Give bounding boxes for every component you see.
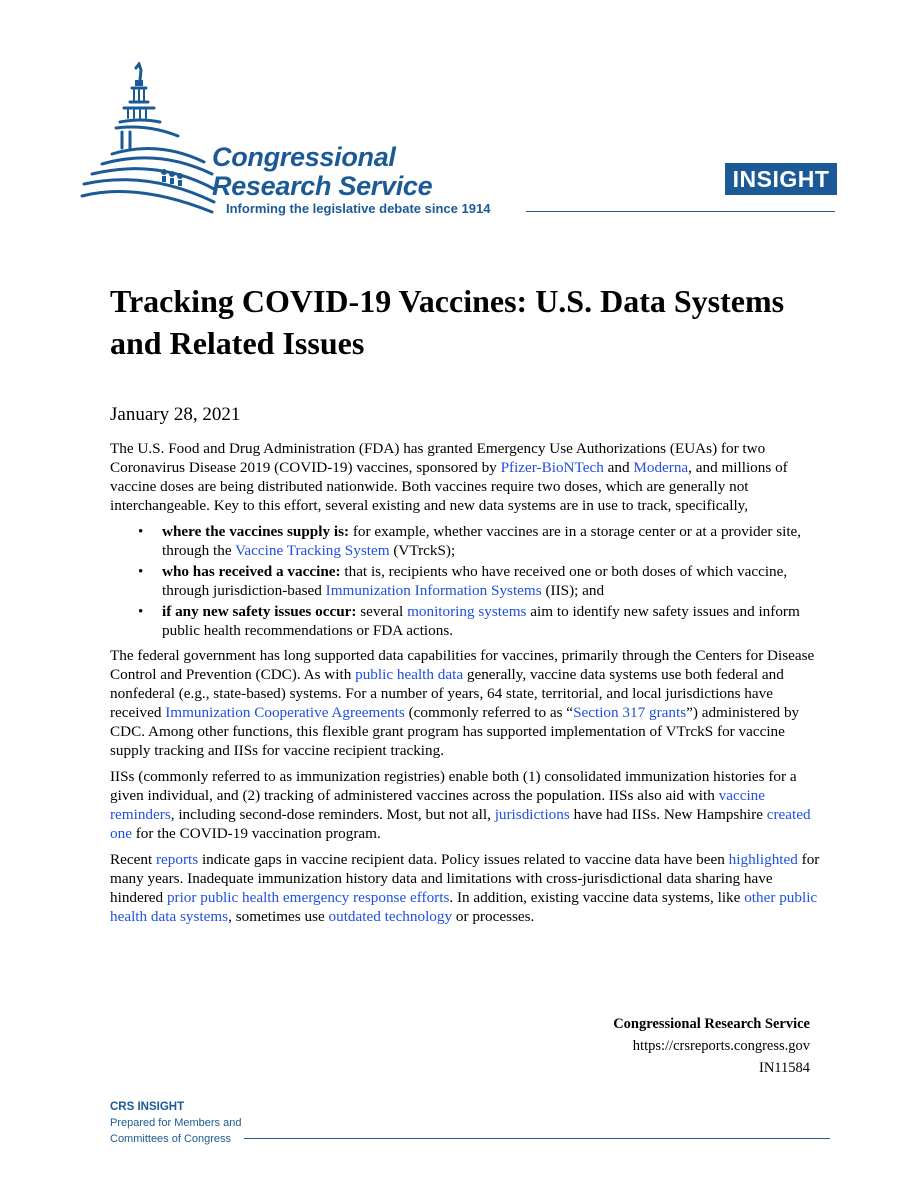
paragraph-federal-support: The federal government has long supported data capabilities for vaccines, primarily through the Centers for Disease Control and Prevention (CDC). As with public health data generally, vaccine data systems use both federal and nonfederal (e.g., state-based) systems. For a number of years, 64 state, territorial, and local jurisdictions have received Immunization Cooperative Agreements (commonly referred to as “Section 317 grants”) administered by CDC. Among other functions, this flexible grant program has supported implementation of VTrckS for vaccine supply tracking and IISs for vaccine recipient tracking. bbox=[110, 647, 815, 759]
crs-insight-footer bbox=[110, 1099, 241, 1147]
footer-url[interactable]: https://crsreports.congress.gov bbox=[632, 1038, 810, 1054]
link-prior-response-efforts[interactable]: prior public health emergency response efforts bbox=[166, 889, 450, 906]
link-reports[interactable]: reports bbox=[155, 851, 199, 868]
link-created-one[interactable]: created one bbox=[110, 806, 811, 842]
footer-label: CRS INSIGHT bbox=[110, 1101, 185, 1113]
link-other-public-health-data-systems[interactable]: other public health data systems bbox=[110, 889, 818, 925]
footer-prepared-line1: Prepared for Members and bbox=[110, 1117, 242, 1129]
footer-org: Congressional Research Service bbox=[613, 1016, 810, 1032]
link-outdated-technology[interactable]: outdated technology bbox=[328, 908, 453, 925]
list-item: • if any new safety issues occur: several monitoring systems aim to identify new safety issues and inform public health recommendations or FDA actions. bbox=[162, 602, 822, 640]
crs-wordmark: Congressional Research Service bbox=[212, 142, 433, 201]
crs-tagline: Informing the legislative debate since 1914 bbox=[226, 201, 491, 216]
link-jurisdictions[interactable]: jurisdictions bbox=[494, 806, 570, 823]
capitol-dome-icon bbox=[78, 62, 218, 214]
report-footer-info bbox=[613, 1013, 810, 1079]
header-divider bbox=[526, 211, 835, 212]
link-section-317-grants[interactable]: Section 317 grants bbox=[573, 704, 687, 721]
footer-divider bbox=[244, 1138, 830, 1139]
paragraph-intro: The U.S. Food and Drug Administration (FDA) has granted Emergency Use Authorizations (EUAs) for two Coronavirus Disease 2019 (COVID-19) vaccines, sponsored by Pfizer-BioNTech and Moderna, and millions of vaccine doses are being distributed nationwide. Both vaccines require two doses, which are generally not interchangeable. Key to this effort, several existing and new data systems are in use to track, specifically, bbox=[110, 440, 788, 514]
paragraph-gaps: Recent reports indicate gaps in vaccine recipient data. Policy issues related to vaccine data have been highlighted for many years. Inadequate immunization history data and limitations with cross-jurisdictional data sharing have hindered prior public health emergency response efforts. In addition, existing vaccine data systems, like other public health data systems, sometimes use outdated technology or processes. bbox=[110, 851, 820, 925]
report-title: Tracking COVID-19 Vaccines: U.S. Data Systems and Related Issues bbox=[110, 283, 785, 361]
report-date: January 28, 2021 bbox=[110, 404, 241, 425]
link-immunization-cooperative-agreements[interactable]: Immunization Cooperative Agreements bbox=[165, 704, 405, 721]
link-moderna[interactable]: Moderna bbox=[633, 459, 689, 476]
link-vaccine-tracking-system[interactable]: Vaccine Tracking System bbox=[235, 542, 390, 559]
footer-prepared-line2: Committees of Congress bbox=[110, 1133, 232, 1145]
link-monitoring-systems[interactable]: monitoring systems bbox=[407, 603, 527, 620]
tracking-list bbox=[110, 522, 822, 640]
link-public-health-data[interactable]: public health data bbox=[355, 666, 464, 683]
link-pfizer-biontech[interactable]: Pfizer-BioNTech bbox=[500, 459, 604, 476]
paragraph-iis: IISs (commonly referred to as immunization registries) enable both (1) consolidated immunization histories for a given individual, and (2) tracking of administered vaccines across the population. IISs also aid with vaccine reminders, including second-dose reminders. Most, but not all, jurisdictions have had IISs. New Hampshire created one for the COVID-19 vaccination program. bbox=[110, 768, 811, 842]
report-body bbox=[110, 439, 822, 933]
list-item: • who has received a vaccine: that is, recipients who have received one or both doses of which vaccine, through jurisdiction-based Immunization Information Systems (IIS); and bbox=[162, 562, 822, 600]
list-item: • where the vaccines supply is: for example, whether vaccines are in a storage center or at a provider site, through the Vaccine Tracking System (VTrckS); bbox=[162, 522, 822, 560]
link-vaccine-reminders[interactable]: vaccine reminders bbox=[110, 787, 765, 823]
link-highlighted[interactable]: highlighted bbox=[728, 851, 798, 868]
insight-badge: INSIGHT bbox=[725, 163, 837, 195]
report-id: IN11584 bbox=[758, 1060, 810, 1076]
link-immunization-information-systems[interactable]: Immunization Information Systems bbox=[325, 582, 542, 599]
report-header bbox=[0, 0, 920, 230]
